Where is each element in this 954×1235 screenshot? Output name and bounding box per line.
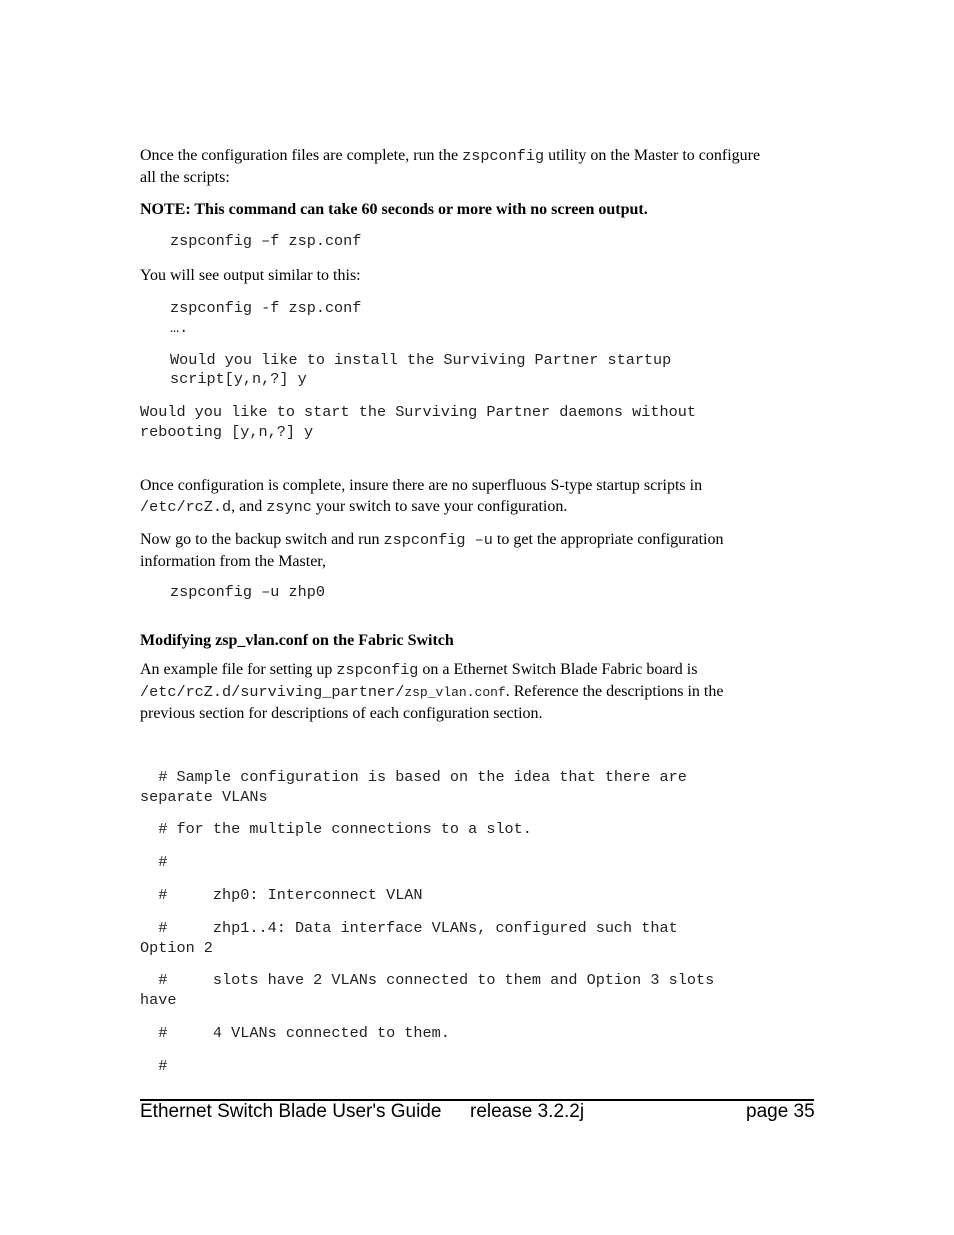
complete-code-zsync: zsync — [266, 498, 312, 516]
backup-line2: information from the Master, — [140, 553, 326, 570]
footer-title: Ethernet Switch Blade User's Guide — [140, 1101, 442, 1122]
output-line-4: script[y,n,?] y — [170, 370, 307, 388]
intro-text: Once the configuration files are complete, run the — [140, 147, 463, 164]
example-paragraph — [140, 659, 830, 724]
intro-paragraph — [140, 145, 830, 188]
output-line-5: Would you like to start the Surviving Partner daemons without — [140, 403, 696, 421]
footer-page-number: page 35 — [746, 1101, 815, 1122]
backup-code: zspconfig –u — [383, 531, 493, 549]
footer-release: release 3.2.2j — [470, 1101, 585, 1122]
sample-line-8: # — [140, 1057, 168, 1075]
output-line-2: …. — [170, 319, 189, 337]
backup-text: Now go to the backup switch and run — [140, 531, 384, 548]
intro-code: zspconfig — [462, 147, 545, 165]
sample-line-3: # — [140, 853, 168, 871]
output-intro: You will see output similar to this: — [140, 267, 361, 284]
example-code-file: zsp_vlan.conf — [404, 685, 506, 700]
backup-paragraph — [140, 529, 830, 572]
section-heading: Modifying zsp_vlan.conf on the Fabric Switch — [140, 632, 454, 649]
sample-line-2: # for the multiple connections to a slot. — [140, 820, 532, 838]
sample-line-5a: # zhp1..4: Data interface VLANs, configured such that — [140, 919, 678, 937]
example-text-b: on a Ethernet Switch Blade Fabric board is — [418, 661, 698, 678]
complete-line1: Once configuration is complete, insure there are no superfluous S-type startup scripts in — [140, 477, 703, 494]
command-zspconfig-u: zspconfig –u zhp0 — [170, 583, 325, 601]
sample-line-5b: Option 2 — [140, 939, 213, 957]
intro-text-b: utility on the Master to configure — [544, 147, 761, 164]
complete-text-c: your switch to save your configuration. — [311, 498, 568, 515]
complete-text-b: , and — [231, 498, 267, 515]
sample-line-6a: # slots have 2 VLANs connected to them and Option 3 slots — [140, 971, 715, 989]
complete-code-path: /etc/rcZ.d — [140, 498, 232, 516]
sample-line-7: # 4 VLANs connected to them. — [140, 1024, 450, 1042]
output-line-1: zspconfig -f zsp.conf — [170, 299, 362, 317]
example-line3: previous section for descriptions of each configuration section. — [140, 705, 543, 722]
example-code-path: /etc/rcZ.d/surviving_partner/ — [140, 683, 405, 701]
example-text: An example file for setting up — [140, 661, 337, 678]
sample-line-6b: have — [140, 991, 177, 1009]
sample-line-1b: separate VLANs — [140, 788, 268, 806]
intro-line2: all the scripts: — [140, 169, 230, 186]
output-line-3: Would you like to install the Surviving Partner startup — [170, 351, 672, 369]
sample-line-1a: # Sample configuration is based on the idea that there are — [140, 768, 687, 786]
note-text: NOTE: This command can take 60 seconds or more with no screen output. — [140, 201, 648, 218]
command-zspconfig-f: zspconfig –f zsp.conf — [170, 232, 362, 250]
complete-paragraph — [140, 475, 830, 518]
output-line-6: rebooting [y,n,?] y — [140, 423, 314, 441]
example-text-c: . Reference the descriptions in the — [505, 683, 724, 700]
sample-line-4: # zhp0: Interconnect VLAN — [140, 886, 423, 904]
backup-text-b: to get the appropriate configuration — [492, 531, 724, 548]
example-code: zspconfig — [336, 661, 419, 679]
